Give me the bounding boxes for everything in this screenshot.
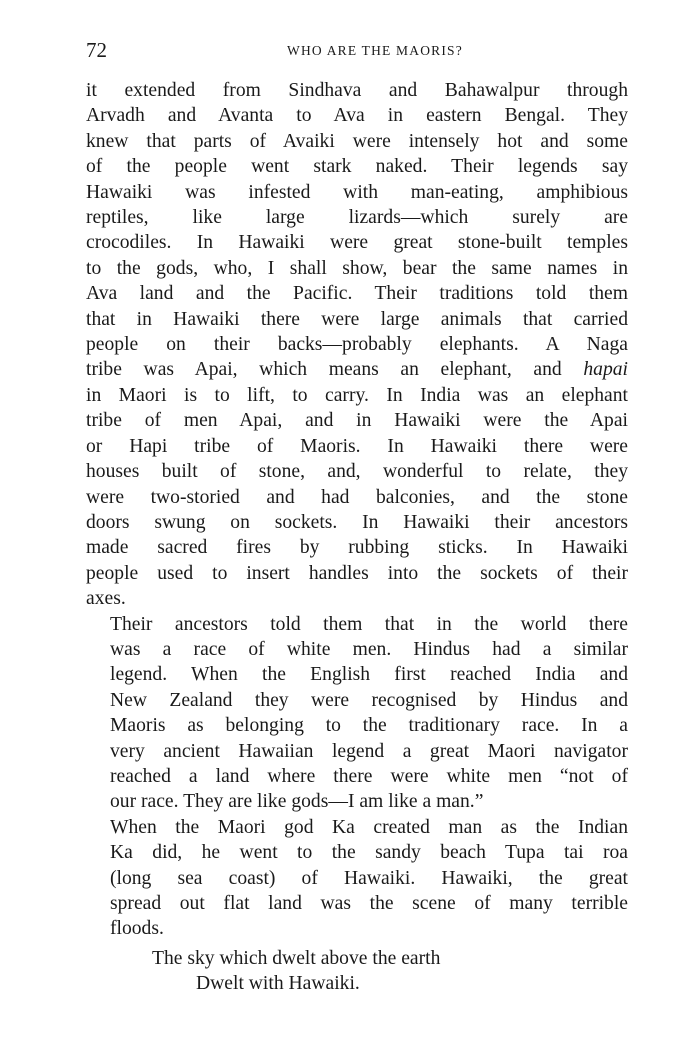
text-line: or Hapi tribe of Maoris. In Hawaiki there were xyxy=(86,435,628,457)
text-line: people on their backs—probably elephants. A Naga xyxy=(86,334,628,356)
text-line: were two-storied and had balconies, and the stone xyxy=(86,486,628,508)
text-line: that in Hawaiki there were large animals that carried xyxy=(86,308,628,330)
text-segment: tribe was Apai, which means an elephant, and xyxy=(86,359,584,381)
paragraph-2 xyxy=(86,612,628,815)
text-line: Arvadh and Avanta to Ava in eastern Bengal. They xyxy=(86,105,628,127)
text-line: legend. When the English first reached India and xyxy=(110,664,628,686)
text-line: (long sea coast) of Hawaiki. Hawaiki, the great xyxy=(110,867,628,889)
text-line: of the people went stark naked. Their legends say xyxy=(86,156,628,178)
text-line: New Zealand they were recognised by Hindus and xyxy=(110,689,628,711)
text-line: it extended from Sindhava and Bahawalpur through xyxy=(86,80,628,101)
text-line: made sacred fires by rubbing sticks. In Hawaiki xyxy=(86,537,628,559)
text-line: knew that parts of Avaiki were intensely hot and some xyxy=(86,130,628,152)
text-line: Hawaiki was infested with man-eating, amphibious xyxy=(86,181,628,203)
verse-line-2: Dwelt with Hawaiki. xyxy=(196,973,360,995)
book-page xyxy=(86,36,628,997)
page-header xyxy=(86,36,628,66)
text-line: very ancient Hawaiian legend a great Maori navigator xyxy=(110,740,628,762)
text-line: axes. xyxy=(86,588,126,610)
text-line: houses built of stone, and, wonderful to relate, they xyxy=(86,461,628,483)
text-line-with-italic xyxy=(86,357,628,382)
text-line: Maoris as belonging to the traditionary race. In a xyxy=(110,715,628,737)
text-line: crocodiles. In Hawaiki were great stone-built temples xyxy=(86,232,628,254)
text-line: floods. xyxy=(110,918,164,940)
text-line: people used to insert handles into the sockets of their xyxy=(86,562,628,584)
text-line: to the gods, who, I shall show, bear the same names in xyxy=(86,257,628,279)
italic-word: hapai xyxy=(583,359,628,381)
paragraph-3 xyxy=(86,815,628,942)
text-line: spread out flat land was the scene of many terrible xyxy=(110,893,628,914)
verse-line-1: The sky which dwelt above the earth xyxy=(152,947,441,969)
text-line: doors swung on sockets. In Hawaiki their ancestors xyxy=(86,511,628,533)
verse-quote xyxy=(86,946,628,997)
text-line: reached a land where there were white men “not of xyxy=(110,765,628,787)
text-line: was a race of white men. Hindus had a similar xyxy=(110,638,628,660)
text-line: When the Maori god Ka created man as the Indian xyxy=(110,816,628,838)
text-line: reptiles, like large lizards—which surely are xyxy=(86,207,628,229)
text-line: in Maori is to lift, to carry. In India was an elephant xyxy=(86,384,628,406)
text-line: Their ancestors told them that in the world there xyxy=(110,613,628,635)
text-line: Ka did, he went to the sandy beach Tupa tai roa xyxy=(110,842,628,864)
text-line: tribe of men Apai, and in Hawaiki were the Apai xyxy=(86,410,628,432)
running-title: WHO ARE THE MAORIS? xyxy=(287,43,463,58)
page-number: 72 xyxy=(86,38,107,62)
text-line: our race. They are like gods—I am like a man.” xyxy=(110,791,484,813)
paragraph-1 xyxy=(86,78,628,612)
text-line: Ava land and the Pacific. Their traditions told them xyxy=(86,283,628,305)
